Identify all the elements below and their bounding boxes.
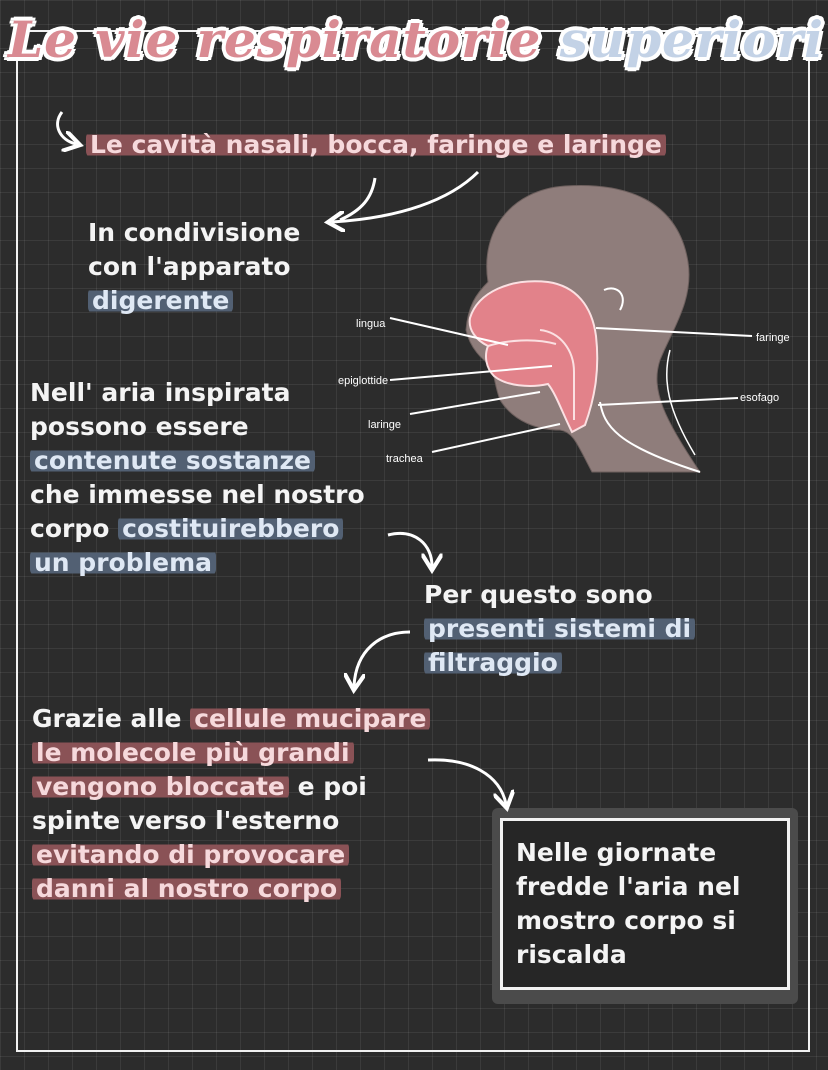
- label-esofago: esofago: [740, 392, 780, 404]
- shared-line-3: digerente: [88, 286, 233, 315]
- filter-line-1: Per questo sono: [424, 580, 653, 609]
- arrow-to-filter: [388, 533, 432, 566]
- arrow-to-cold-box: [428, 760, 506, 804]
- label-trachea: trachea: [386, 453, 423, 465]
- mucus-line-1b: cellule mucipare: [190, 704, 430, 733]
- title-word-vie: vie: [95, 10, 179, 69]
- air-line-3: contenute sostanze: [30, 446, 315, 475]
- title-word-respiratorie: respiratorie: [196, 10, 542, 69]
- cold-line-4: riscalda: [516, 940, 627, 969]
- mucus-line-6: danni al nostro corpo: [32, 874, 341, 903]
- filter-line-3: filtraggio: [424, 648, 562, 677]
- label-laringe: laringe: [368, 419, 402, 431]
- mucus-line-5: evitando di provocare: [32, 840, 349, 869]
- arrow-to-shared-2: [332, 172, 478, 222]
- leader-trachea: [432, 424, 560, 452]
- arrow-to-shared-1: [340, 178, 375, 220]
- cold-line-2: fredde l'aria nel: [516, 872, 741, 901]
- label-lingua: lingua: [356, 318, 386, 330]
- mucus-line-3a: vengono bloccate: [32, 772, 289, 801]
- air-line-2: possono essere: [30, 412, 249, 441]
- mucus-line-4: spinte verso l'esterno: [32, 806, 340, 835]
- air-line-5b: costituirebbero: [118, 514, 343, 543]
- cold-line-3: mostro corpo si: [516, 906, 736, 935]
- cold-line-1: Nelle giornate: [516, 838, 717, 867]
- air-line-4: che immesse nel nostro: [30, 480, 365, 509]
- intro-text: Le cavità nasali, bocca, faringe e laringe: [86, 130, 666, 159]
- mucus-line-2: le molecole più grandi: [32, 738, 354, 767]
- shared-line-2: con l'apparato: [88, 252, 291, 281]
- label-epiglottide: epiglottide: [338, 375, 389, 387]
- title-word-le: Le: [8, 10, 77, 69]
- label-faringe: faringe: [756, 332, 790, 344]
- title-word-superiori: superiori: [559, 10, 824, 69]
- arrow-to-intro: [58, 112, 76, 144]
- shared-line-1: In condivisione: [88, 218, 301, 247]
- air-line-6: un problema: [30, 548, 216, 577]
- mucus-line-3b: e poi: [297, 772, 367, 801]
- air-line-1: Nell' aria inspirata: [30, 378, 291, 407]
- air-line-5a: corpo: [30, 514, 110, 543]
- mucus-line-1a: Grazie alle: [32, 704, 182, 733]
- filter-line-2: presenti sistemi di: [424, 614, 695, 643]
- arrow-to-mucus: [354, 632, 410, 686]
